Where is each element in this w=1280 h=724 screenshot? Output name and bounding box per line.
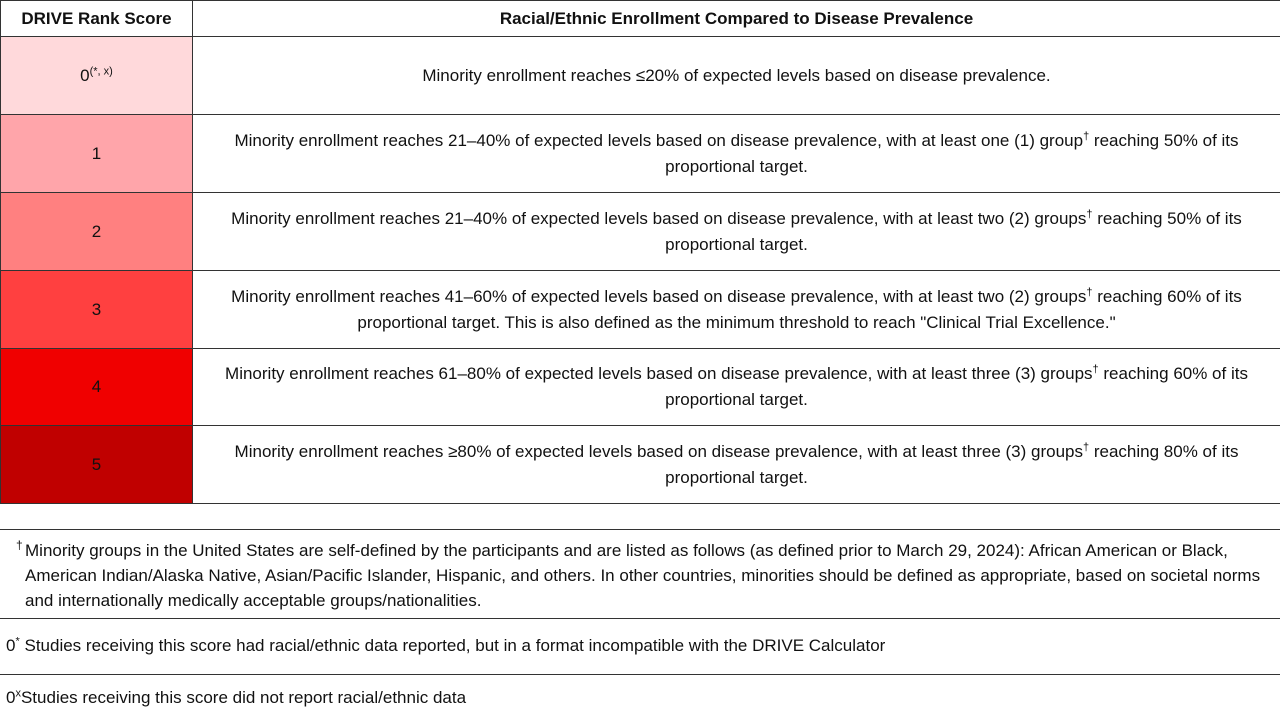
dagger-mark: † [16,538,23,552]
table-row [1,115,1280,193]
dagger-mark: † [1093,363,1099,375]
description-text: Minority enrollment reaches 41–60% of expected levels based on disease prevalence, with at least two (2) groups [231,287,1086,306]
description-text-cont: reaching 50% of its proportional target. [665,209,1242,254]
score-value: 4 [92,377,101,396]
footnote-x-score: 0 [6,688,15,707]
footnote-star [0,618,1280,674]
description-text-cont: reaching 60% of its proportional target. This is also defined as the minimum threshold to reach "Clinical Trial Excellence." [357,287,1241,332]
footnote-star-text: Studies receiving this score had racial/ethnic data reported, but in a format incompatible with the DRIVE Calculator [24,636,885,655]
footnote-x [0,674,1280,724]
description-cell [193,271,1280,349]
score-cell [1,193,193,271]
table-row [1,426,1280,504]
description-text-cont: reaching 50% of its proportional target. [665,131,1238,176]
score-value: 5 [92,455,101,474]
dagger-mark: † [1083,441,1089,453]
description-cell [193,37,1280,115]
footnotes [0,529,1280,724]
description-text: Minority enrollment reaches 21–40% of expected levels based on disease prevalence, with at least two (2) groups [231,209,1086,228]
score-value: 2 [92,222,101,241]
dagger-mark: † [1086,286,1092,298]
header-rank-score: DRIVE Rank Score [1,1,193,37]
dagger-mark: † [1083,130,1089,142]
score-cell [1,271,193,349]
table-header-row [1,1,1280,37]
description-text: Minority enrollment reaches 21–40% of expected levels based on disease prevalence, with at least one (1) group [234,131,1083,150]
table-row [1,349,1280,426]
table-row [1,37,1280,115]
footnote-star-score: 0 [6,636,15,655]
score-value: 3 [92,300,101,319]
table-row [1,271,1280,349]
description-text-cont: reaching 80% of its proportional target. [665,442,1238,487]
score-value: 1 [92,144,101,163]
score-cell [1,426,193,504]
dagger-mark: † [1086,208,1092,220]
description-cell [193,193,1280,271]
header-enrollment: Racial/Ethnic Enrollment Compared to Disease Prevalence [193,1,1280,37]
description-text: Minority enrollment reaches ≤20% of expected levels based on disease prevalence. [422,66,1050,85]
description-text: Minority enrollment reaches ≥80% of expected levels based on disease prevalence, with at least three (3) groups [235,442,1083,461]
score-cell [1,37,193,115]
star-mark: * [15,635,19,647]
description-cell [193,426,1280,504]
description-text: Minority enrollment reaches 61–80% of expected levels based on disease prevalence, with at least three (3) groups [225,364,1093,383]
score-value: 0 [80,66,89,85]
score-superscript: (*, x) [90,65,113,77]
score-cell [1,349,193,426]
description-text-cont: reaching 60% of its proportional target. [665,364,1248,409]
description-cell [193,115,1280,193]
x-mark: x [15,687,21,699]
score-cell [1,115,193,193]
footnote-x-text: Studies receiving this score did not report racial/ethnic data [21,688,466,707]
footnote-dagger-text: Minority groups in the United States are self-defined by the participants and are listed as follows (as defined prior to March 29, 2024): African American or Black, American Indian/Alaska Native, Asian/Pacific Islander, Hispanic, and others. In other countries, minorities should be defined as appropriate, based on societal norms and internationally medically acceptable groups/nationalities. [25,541,1260,610]
table-row [1,193,1280,271]
footnote-dagger [0,529,1280,618]
description-cell [193,349,1280,426]
